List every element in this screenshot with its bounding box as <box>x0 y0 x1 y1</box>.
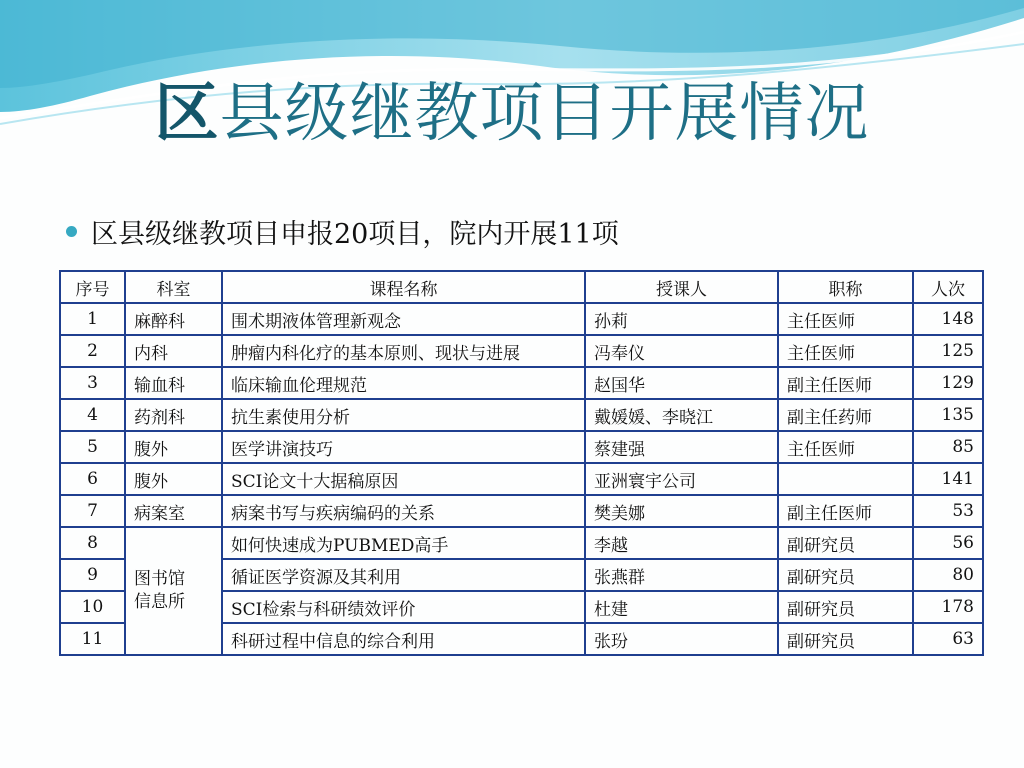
header-no: 序号 <box>60 271 125 303</box>
table-row <box>60 335 983 367</box>
cell-teacher: 蔡建强 <box>585 431 778 463</box>
table-row <box>60 399 983 431</box>
cell-dept-merged <box>125 527 222 655</box>
cell-dept: 病案室 <box>125 495 222 527</box>
cell-teacher: 张燕群 <box>585 559 778 591</box>
cell-title: 副研究员 <box>778 623 913 655</box>
cell-course: 围术期液体管理新观念 <box>222 303 585 335</box>
cell-dept: 输血科 <box>125 367 222 399</box>
cell-teacher: 樊美娜 <box>585 495 778 527</box>
cell-no: 8 <box>60 527 125 559</box>
cell-course: 临床输血伦理规范 <box>222 367 585 399</box>
cell-teacher: 孙莉 <box>585 303 778 335</box>
cell-count: 85 <box>913 431 983 463</box>
cell-course: 抗生素使用分析 <box>222 399 585 431</box>
cell-course: 科研过程中信息的综合利用 <box>222 623 585 655</box>
cell-no: 4 <box>60 399 125 431</box>
cell-teacher: 杜建 <box>585 591 778 623</box>
cell-no: 6 <box>60 463 125 495</box>
table-row <box>60 463 983 495</box>
cell-title: 副主任医师 <box>778 495 913 527</box>
cell-count: 56 <box>913 527 983 559</box>
cell-title: 副研究员 <box>778 559 913 591</box>
cell-teacher: 李越 <box>585 527 778 559</box>
cell-count: 141 <box>913 463 983 495</box>
cell-no: 1 <box>60 303 125 335</box>
cell-teacher: 亚洲寰宇公司 <box>585 463 778 495</box>
cell-title: 副研究员 <box>778 591 913 623</box>
cell-title: 副主任医师 <box>778 367 913 399</box>
table-row <box>60 303 983 335</box>
bullet-text: 区县级继教项目申报20项目，院内开展11项 <box>91 219 619 250</box>
cell-dept: 腹外 <box>125 463 222 495</box>
cell-dept: 内科 <box>125 335 222 367</box>
table-header-row <box>60 271 983 303</box>
bullet-dot-icon <box>66 226 77 237</box>
cell-course: 医学讲演技巧 <box>222 431 585 463</box>
table-row <box>60 527 983 559</box>
header-count: 人次 <box>913 271 983 303</box>
cell-no: 2 <box>60 335 125 367</box>
header-teacher: 授课人 <box>585 271 778 303</box>
cell-title: 主任医师 <box>778 431 913 463</box>
cell-count: 148 <box>913 303 983 335</box>
cell-course: 循证医学资源及其利用 <box>222 559 585 591</box>
header-dept: 科室 <box>125 271 222 303</box>
cell-course: SCI论文十大据稿原因 <box>222 463 585 495</box>
cell-no: 3 <box>60 367 125 399</box>
cell-count: 135 <box>913 399 983 431</box>
title-rest: 县级继教项目开展情况 <box>219 77 870 151</box>
cell-course: 肿瘤内科化疗的基本原则、现状与进展 <box>222 335 585 367</box>
table-row <box>60 495 983 527</box>
merged-dept-line2: 信息所 <box>134 592 185 612</box>
cell-count: 63 <box>913 623 983 655</box>
cell-course: SCI检索与科研绩效评价 <box>222 591 585 623</box>
cell-title: 副研究员 <box>778 527 913 559</box>
cell-no: 7 <box>60 495 125 527</box>
cell-teacher: 赵国华 <box>585 367 778 399</box>
cell-teacher: 张玢 <box>585 623 778 655</box>
cell-count: 178 <box>913 591 983 623</box>
cell-count: 53 <box>913 495 983 527</box>
bullet-point <box>66 212 619 251</box>
header-title: 职称 <box>778 271 913 303</box>
cell-count: 80 <box>913 559 983 591</box>
course-table <box>59 270 984 656</box>
cell-teacher: 冯奉仪 <box>585 335 778 367</box>
slide-title <box>0 78 1024 152</box>
cell-title: 副主任药师 <box>778 399 913 431</box>
cell-title <box>778 463 913 495</box>
cell-course: 病案书写与疾病编码的关系 <box>222 495 585 527</box>
cell-title: 主任医师 <box>778 335 913 367</box>
cell-no: 9 <box>60 559 125 591</box>
cell-no: 5 <box>60 431 125 463</box>
table-row <box>60 431 983 463</box>
cell-teacher: 戴媛媛、李晓江 <box>585 399 778 431</box>
title-first-char: 区 <box>154 77 220 151</box>
cell-count: 125 <box>913 335 983 367</box>
table-row <box>60 367 983 399</box>
cell-dept: 药剂科 <box>125 399 222 431</box>
cell-title: 主任医师 <box>778 303 913 335</box>
header-course: 课程名称 <box>222 271 585 303</box>
merged-dept-line1: 图书馆 <box>134 569 185 590</box>
cell-dept: 腹外 <box>125 431 222 463</box>
cell-dept: 麻醉科 <box>125 303 222 335</box>
cell-course: 如何快速成为PUBMED高手 <box>222 527 585 559</box>
cell-count: 129 <box>913 367 983 399</box>
cell-no: 11 <box>60 623 125 655</box>
cell-no: 10 <box>60 591 125 623</box>
